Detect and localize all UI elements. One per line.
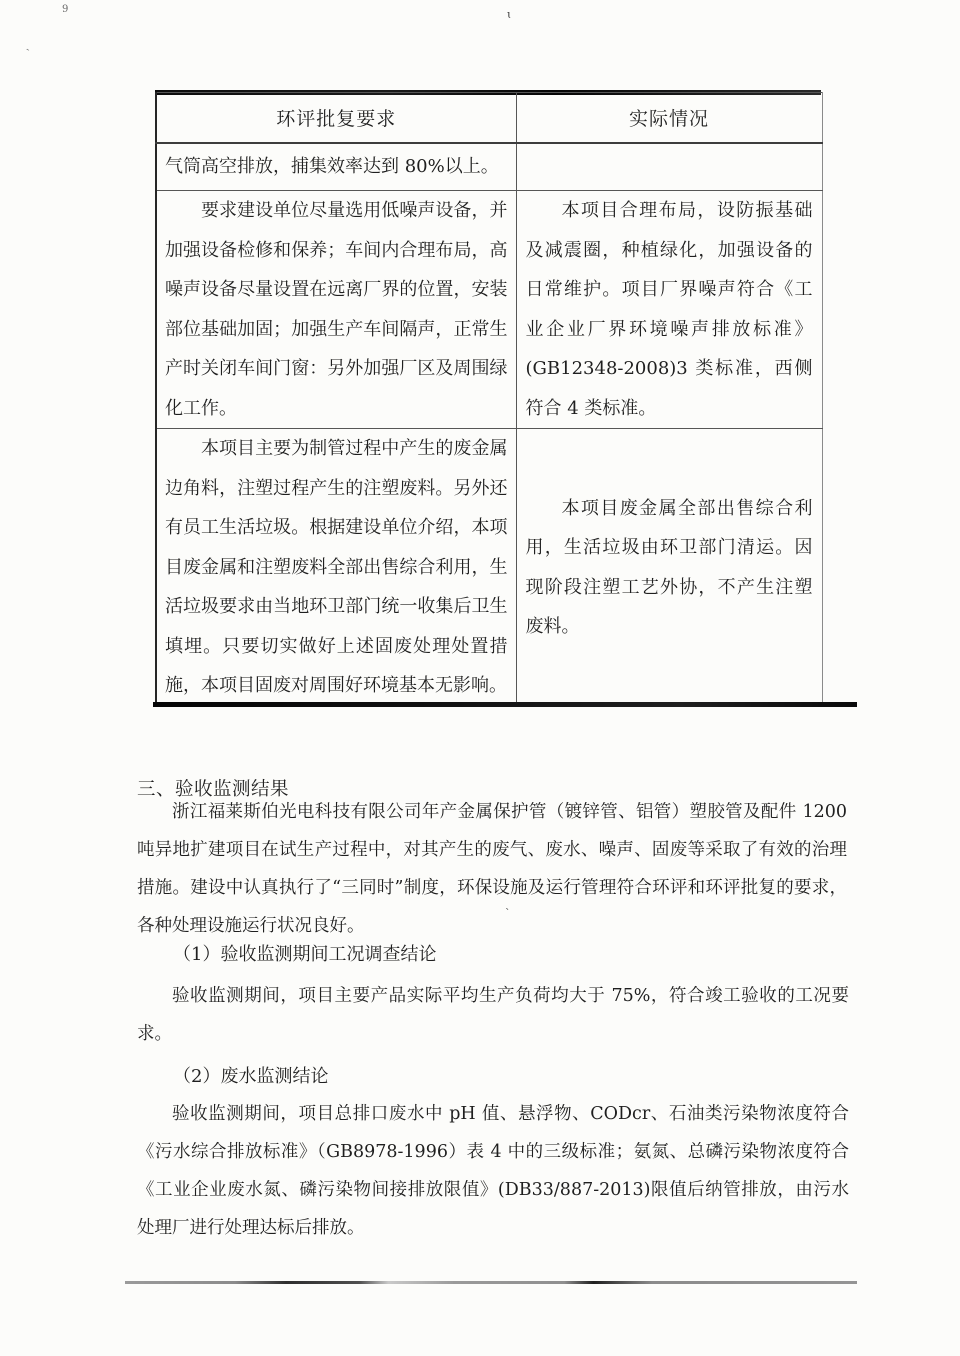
header-requirement: 环评批复要求 bbox=[156, 93, 516, 144]
paragraph-project-overview: 浙江福莱斯伯光电科技有限公司年产金属保护管（镀锌管、铝管）塑胶管及配件 1200 吨异地扩建项目在试生产过程中，对其产生的废气、废水、噪声、固废等采取了有效的治理措施。建设中认真执行了“三同时”制度，环保设施及运行管理符合环评和环评批复的要求，各种处理设施运行状况良好。 bbox=[137, 802, 847, 936]
section-heading-acceptance-results: 三、验收监测结果 bbox=[137, 779, 290, 800]
cell-text: 本项目主要为制管过程中产生的废金属边角料，注塑过程产生的注塑废料。另外还有员工生活垃圾。根据建设单位介绍，本项目废金属和注塑废料全部出售综合利用，生活垃圾要求由当地环卫部门统一收集后卫生填埋。只要切实做好上述固废处理处置措施，本项目固废对周围好环境基本无影响。 bbox=[165, 438, 508, 697]
cell-requirement-solid-waste bbox=[156, 429, 516, 707]
cell-text: 气筒高空排放，捕集效率达到 80%以上。 bbox=[165, 156, 499, 178]
table-row bbox=[156, 429, 822, 707]
cell-requirement-noise bbox=[156, 191, 516, 429]
table-row bbox=[156, 143, 822, 191]
cell-actual-solid-waste bbox=[516, 429, 822, 707]
cell-text: 要求建设单位尽量选用低噪声设备，并加强设备检修和保养；车间内合理布局，高噪声设备尽量设置在远离厂界的位置，安装部位基础加固；加强生产车间隔声，正常生产时关闭车间门窗：另外加强厂区及周围绿化工作。 bbox=[165, 200, 508, 419]
table-header-row bbox=[156, 93, 822, 144]
subheading-working-condition-conclusion: （1）验收监测期间工况调查结论 bbox=[173, 944, 437, 965]
cell-actual-exhaust bbox=[516, 143, 822, 191]
paragraph-production-load: 验收监测期间，项目主要产品实际平均生产负荷均大于 75%，符合竣工验收的工况要求。 bbox=[137, 986, 849, 1044]
table-row bbox=[156, 191, 822, 429]
scan-artifact-mark: ɩ bbox=[507, 8, 512, 21]
header-actual: 实际情况 bbox=[516, 93, 822, 144]
scan-artifact-tick: ` bbox=[505, 907, 511, 920]
cell-actual-noise bbox=[516, 191, 822, 429]
scan-artifact-mark: 9 bbox=[62, 4, 69, 15]
cell-text: 本项目废金属全部出售综合利用，生活垃圾由环卫部门清运。因现阶段注塑工艺外协，不产生注塑废料。 bbox=[525, 497, 813, 637]
footer-divider-line bbox=[125, 1281, 857, 1284]
table-bottom-border bbox=[153, 702, 857, 707]
eia-approval-comparison-table bbox=[155, 92, 823, 707]
paragraph-wastewater-monitoring: 验收监测期间，项目总排口废水中 pH 值、悬浮物、CODcr、石油类污染物浓度符合《污水综合排放标准》（GB8978-1996）表 4 中的三级标准；氨氮、总磷污染物浓度符合《工业企业废水氮、磷污染物间接排放限值》(DB33/887-2013)限值后纳管排放，由污水处理厂进行处理达标后排放。 bbox=[137, 1104, 849, 1238]
subheading-wastewater-conclusion: （2）废水监测结论 bbox=[173, 1066, 329, 1087]
cell-text: 本项目合理布局，设防振基础及减震圈，种植绿化，加强设备的日常维护。项目厂界噪声符合《工业企业厂界环境噪声排放标准》(GB12348-2008)3 类标准，西侧符合 4 类标准。 bbox=[525, 200, 813, 419]
cell-requirement-exhaust bbox=[156, 143, 516, 191]
scan-artifact-tick: ` bbox=[24, 46, 35, 61]
